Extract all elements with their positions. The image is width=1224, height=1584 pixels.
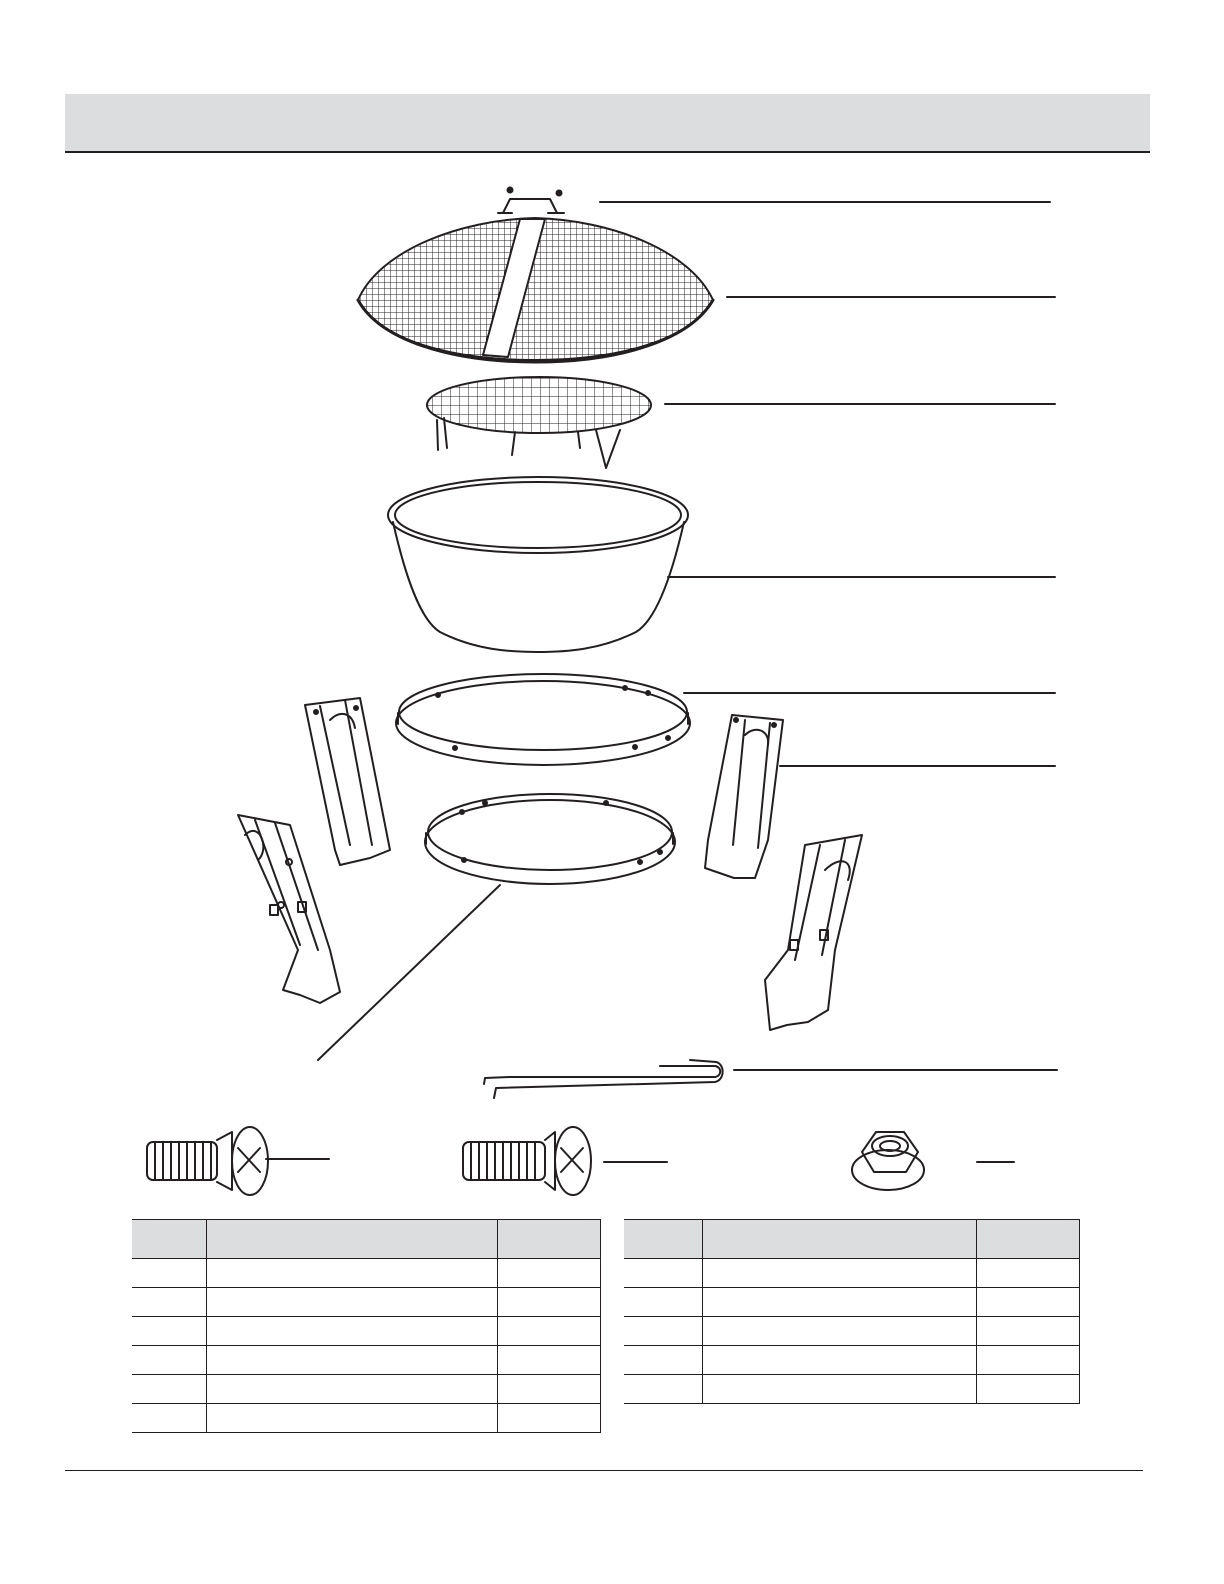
table-row bbox=[132, 1404, 601, 1433]
cooking-grate bbox=[427, 377, 651, 468]
bolt-b bbox=[463, 1127, 591, 1195]
table-row bbox=[624, 1375, 1080, 1404]
leg-front-left bbox=[238, 815, 340, 1003]
column-header-description bbox=[703, 1220, 977, 1259]
leader-lines bbox=[266, 202, 1057, 1162]
table-row bbox=[624, 1317, 1080, 1346]
parts-table-right bbox=[624, 1219, 1080, 1404]
lower-ring bbox=[425, 794, 675, 884]
column-header-part bbox=[132, 1220, 207, 1259]
column-header-quantity bbox=[498, 1220, 601, 1259]
table-row bbox=[624, 1259, 1080, 1288]
leg-back-right bbox=[705, 715, 783, 878]
table-row bbox=[624, 1346, 1080, 1375]
table-row bbox=[132, 1346, 601, 1375]
column-header-part bbox=[624, 1220, 703, 1259]
spark-screen-handle bbox=[498, 188, 564, 214]
table-row bbox=[624, 1288, 1080, 1317]
leg-front-right bbox=[765, 835, 862, 1030]
poker bbox=[484, 1060, 723, 1098]
nut bbox=[852, 1132, 924, 1190]
column-header-description bbox=[207, 1220, 498, 1259]
column-header-quantity bbox=[977, 1220, 1080, 1259]
table-row bbox=[132, 1288, 601, 1317]
parts-table-left bbox=[132, 1219, 601, 1433]
upper-ring bbox=[396, 674, 690, 765]
footer-rule bbox=[65, 1470, 1143, 1471]
fire-bowl bbox=[388, 477, 688, 652]
table-row bbox=[132, 1259, 601, 1288]
table-row bbox=[132, 1317, 601, 1346]
table-row bbox=[132, 1375, 601, 1404]
spark-screen bbox=[358, 218, 713, 362]
bolt-a bbox=[147, 1127, 268, 1195]
leg-back-left bbox=[305, 698, 390, 865]
